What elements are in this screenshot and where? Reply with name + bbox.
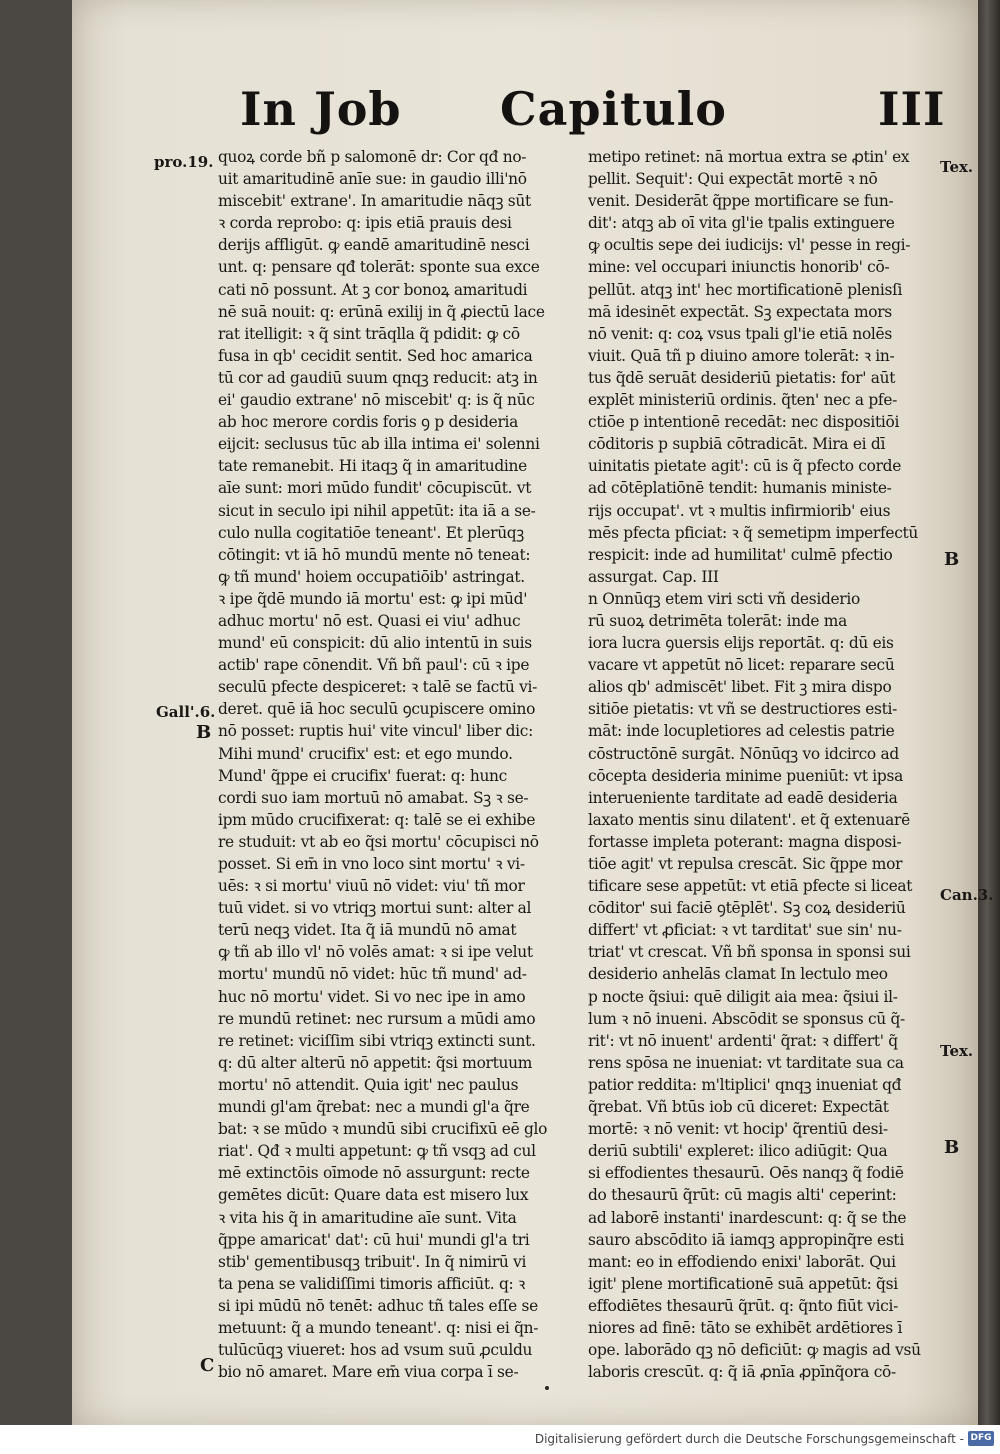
text-line: māt: inde locupletiores ad celestis patrie [588,722,895,741]
text-line: differt' vt ꝓficiat: ꝛ vt tarditat' sue sin' nu- [588,921,902,940]
margin-note-left: B [196,722,212,743]
margin-note-right: Tex. [940,158,974,176]
text-line: si ipi mūdū nō tenēt: adhuc tñ tales eſſe se [218,1296,538,1315]
text-line: mā idesinēt expectāt. Sꝫ expectata mors [588,302,892,321]
text-line: lum ꝛ nō inueni. Abscōdit se sponsus cū q̃- [588,1009,905,1028]
text-line: seculū pfecte despiceret: ꝛ talē se factū vi- [218,678,537,697]
text-line: assurgat. Cap. III [588,567,719,586]
text-line: ab hoc merore cordis foris ꝯ p desideria [218,413,519,432]
text-line: ꝙ tñ mund' hoiem occupatiōib' astringat. [218,567,525,586]
text-line: cōstructōnē surgāt. Nōnūqꝫ vo idcirco ad [588,744,899,763]
text-line: deriū subtili' expleret: ilico adiūgit: Qua [588,1142,888,1161]
text-line: venit. Desiderāt q̃ppe mortificare se fun- [588,192,894,211]
text-line: igit' plene mortificationē suā appetūt: q̃si [588,1274,898,1293]
text-line: mortē: ꝛ nō venit: vt hocip' q̃rentiū desi- [588,1120,888,1139]
text-line: ipm mūdo crucifixerat: q: talē se ei exhibe [218,810,536,829]
text-column-right [588,146,940,1383]
text-line: ei' gaudio extrane' nō miscebit' q: is q̃ nūc [218,391,535,410]
text-line: triat' vt crescat. Vñ bñ sponsa in sponsi sui [588,943,911,962]
dfg-logo: DFG [968,1431,994,1446]
text-line: tate remanebit. Hi itaqꝫ q̃ in amaritudine [218,457,527,476]
footer-bar [0,1425,1000,1454]
text-line: ad cōtēplatiōnē tendit: humanis ministe- [588,479,892,498]
text-line: re retinet: viciſſim sibi vtriqꝫ extincti sunt. [218,1031,536,1050]
header-chapter-number: III [878,82,946,136]
text-line: rit': vt nō inuent' ardenti' q̃rat: ꝛ differt' q̃ [588,1031,898,1050]
text-line: ꝙ tñ ab illo vl' nō volēs amat: ꝛ si ipe velut [218,943,533,962]
text-line: rijs occupat'. vt ꝛ multis infirmiorib' eius [588,501,891,520]
text-line: ꝛ vita his q̃ in amaritudine aīe sunt. Vita [218,1208,517,1227]
text-line: nō posset: ruptis hui' vite vincul' liber dic: [218,722,533,741]
margin-note-left: pro.19. [154,153,214,171]
text-line: dit': atqꝫ ab oī vita gl'ie tpalis extinguere [588,214,895,233]
text-line: metuunt: q̃ a mundo teneant'. q: nisi ei q̃n- [218,1318,539,1337]
page-edge [978,0,1000,1425]
text-line: cordi suo iam mortuū nō amabat. Sꝫ ꝛ se- [218,788,529,807]
text-line: aīe sunt: mori mūdo fundit' cōcupiscūt. vt [218,479,532,498]
text-line: cōtingit: vt iā hō mundū mente nō teneat: [218,545,531,564]
text-line: mund' eū conspicit: dū alio intentū in suis [218,634,532,653]
text-line: q̃ppe amaricat' dat': cū hui' mundi gl'a tri [218,1230,530,1249]
text-line: tulūcūqꝫ viueret: hos ad vsum suū ꝓculdu [218,1341,533,1360]
text-line: huc nō mortu' videt. Si vo nec ipe in amo [218,987,526,1006]
text-line: viuit. Quā tñ p diuino amore tolerāt: ꝛ in- [588,346,895,365]
margin-note-left: C [200,1355,215,1376]
funding-notice: Digitalisierung gefördert durch die Deutsche Forschungsgemeinschaft - [534,1432,964,1446]
text-line: tiōe agit' vt repulsa crescāt. Sic q̃ppe mor [588,855,903,873]
text-line: desiderio anhelās clamat In lectulo meo [588,965,888,984]
text-line: respicit: inde ad humilitat' culmē pfectio [588,545,893,564]
text-line: bat: ꝛ se mūdo ꝛ mundū sibi crucifixū eē glo [218,1120,548,1139]
text-line: Mihi mund' crucifix' est: et ego mundo. [218,744,513,763]
text-line: uit amaritudinē anīe sue: in gaudio illi'nō [218,170,527,189]
text-line: cōditor' sui faciē ꝯtēplēt'. Sꝫ coꝝ desideriū [588,899,906,918]
margin-note-right: Can.3. [940,886,994,904]
text-line: tificare sese appetūt: vt etiā pfecte si liceat [588,877,913,896]
text-line: fortasse impleta poterant: magna disposi- [588,832,902,851]
text-column-left [218,146,578,1383]
text-line: ꝛ ipe q̃dē mundo iā mortu' est: ꝙ ipi mūd' [218,589,528,608]
text-line: pellūt. atqꝫ int' hec mortificationē plenisſi [588,280,903,299]
text-line: miscebit' extrane'. In amaritudie nāqꝫ sūt [218,192,531,211]
text-line: interueniente tarditate ad eadē desideria [588,788,898,807]
text-line: rat itelligit: ꝛ q̃ sint trāqlla q̃ pdidit: ꝙ cō [218,324,520,343]
text-line: cati nō possunt. At ꝫ cor bonoꝝ amaritudi [218,280,528,299]
text-line: rū suoꝝ detrimēta tolerāt: inde ma [588,611,847,630]
text-line: tū cor ad gaudiū suum qnqꝫ reducit: atꝫ in [218,368,538,387]
text-line: ctiōe p intentionē recedāt: nec dispositiōi [588,413,900,432]
text-line: do thesaurū q̃rūt: cū magis alti' ceperint: [588,1186,897,1205]
text-line: actib' rape cōnendit. Vñ bñ paul': cū ꝛ ipe [218,656,530,675]
text-line: sicut in seculo ipi nihil appetūt: ita iā a se- [218,501,536,520]
text-line: rens spōsa ne inueniat: vt tarditate sua ca [588,1053,904,1072]
text-line: tuū videt. si vo vtriqꝫ mortui sunt: alter al [218,899,532,918]
text-line: pellit. Sequit': Qui expectāt mortē ꝛ nō [588,170,878,189]
text-line: derijs affligūt. ꝙ eandē amaritudinē nesci [218,236,530,255]
text-line: q̃rebat. Vñ btūs iob cū diceret: Expectāt [588,1098,889,1117]
text-line: unt. q: pensare qđ tolerāt: sponte sua exce [218,258,540,277]
text-line: uinitatis pietate agit': cū is q̃ pfecto corde [588,457,902,476]
running-header [72,82,980,152]
text-line: mē extinctōis oīmode nō assurgunt: recte [218,1164,530,1183]
margin-note-right: B [944,549,960,570]
text-line: patior reddita: m'ltiplici' qnqꝫ inueniat qđ [588,1075,902,1094]
text-line: cōcepta desideria minime pueniūt: vt ipsa [588,766,903,785]
text-line: bio nō amaret. Mare em̄ viua corpa ī se- [218,1363,519,1382]
text-line: quoꝝ corde bñ p salomonē dr: Cor qđ no- [218,148,527,166]
header-title-middle: Capitulo [500,82,727,136]
text-line: Mund' q̃ppe ei crucifix' fuerat: q: hunc [218,766,507,785]
text-line: sitiōe pietatis: vt vñ se destructiores esti- [588,700,898,719]
text-line: ꝛ corda reprobo: q: ipis etiā prauis desi [218,214,512,233]
text-line: ta pena se validiſſimi timoris afficiūt. q: ꝛ [218,1274,525,1293]
text-line: mine: vel occupari iniunctis honorib' cō- [588,258,890,277]
page-dot [545,1386,549,1390]
text-line: effodiētes thesaurū q̃rūt. q: q̃nto fiūt vici- [588,1296,898,1315]
margin-note-right: B [944,1137,960,1158]
text-line: mundi gl'am q̃rebat: nec a mundi gl'a q̃re [218,1098,530,1117]
text-line: laxato mentis sinu dilatent'. et q̃ extenuarē [588,810,910,829]
text-line: culo nulla cogitatiōe teneant'. Et plerūqꝫ [218,523,524,542]
text-line: mēs pfecta pficiat: ꝛ q̃ semetipm imperfectū [588,523,919,542]
text-line: ad laborē instanti' inardescunt: q: q̃ se the [588,1208,907,1227]
text-line: si effodientes thesaurū. Oēs nanqꝫ q̃ fodiē [588,1164,904,1183]
text-line: posset. Si em̄ in vno loco sint mortu' ꝛ vi- [218,855,525,873]
text-line: nō venit: q: coꝝ vsus tpali gl'ie etiā nolēs [588,324,892,343]
text-line: n Onnūqꝫ etem viri scti vñ desiderio [588,589,860,608]
text-line: explēt ministeriū ordinis. q̃ten' nec a pfe- [588,391,898,410]
text-line: riat'. Qđ ꝛ multi appetunt: ꝙ tñ vsqꝫ ad cul [218,1142,536,1161]
text-line: metipo retinet: nā mortua extra se ꝓtin' ex [588,148,910,166]
text-line: laboris crescūt. q: q̃ iā ꝓnīa ꝓpīnq̃ora cō- [588,1363,896,1382]
text-line: re mundū retinet: nec rursum a mūdi amo [218,1009,536,1028]
header-title-left: In Job [240,82,402,136]
text-line: gemētes dicūt: Quare data est misero lux [218,1186,529,1205]
text-line: cōditoris p supbiā cōtradicāt. Mira ei dī [588,435,886,454]
text-line: adhuc mortu' nō est. Quasi ei viu' adhuc [218,611,521,630]
text-line: mant: eo in effodiendo enixi' laborāt. Qui [588,1252,896,1271]
text-line: deret. quē iā hoc seculū ꝯcupiscere omino [218,700,536,719]
text-line: mortu' nō attendit. Quia igit' nec paulus [218,1075,519,1094]
text-line: mortu' mundū nō videt: hūc tñ mund' ad- [218,965,527,984]
text-line: fusa in qb' cecidit sentit. Sed hoc amarica [218,346,533,365]
text-line: ꝙ ocultis sepe dei iudicijs: vl' pesse in regi- [588,236,911,255]
text-line: alios qb' admiscēt' libet. Fit ꝫ mira dispo [588,678,892,697]
text-line: eijcit: seclusus tūc ab illa intima ei' solenni [218,435,540,454]
text-line: uēs: ꝛ si mortu' viuū nō videt: viu' tñ mor [218,877,525,896]
text-line: re studuit: vt ab eo q̃si mortu' cōcupisci nō [218,832,539,851]
margin-note-left: Gall'.6. [156,703,216,721]
text-line: vacare vt appetūt nō licet: reparare secū [588,656,895,675]
text-line: terū neqꝫ videt. Ita q̃ iā mundū nō amat [218,921,517,940]
text-line: p nocte q̃siui: quē diligit aia mea: q̃siui il- [588,987,898,1006]
text-line: nē suā nouit: q: erūnā exilij in q̃ ꝓiectū lace [218,302,545,321]
text-line: sauro abscōdito iā iamqꝫ appropinq̃re esti [588,1230,904,1249]
margin-note-right: Tex. [940,1042,974,1060]
text-line: iora lucra ꝯuersis elijs reportāt. q: dū eis [588,634,894,653]
text-line: stib' gementibusqꝫ tribuit'. In q̃ nimirū vi [218,1252,527,1271]
text-line: niores ad finē: tāto se exhibēt ardētiores ī [588,1318,903,1337]
text-line: q: dū alter alterū nō appetit: q̃si mortuum [218,1053,532,1072]
text-line: tus q̃dē seruāt desideriū pietatis: for' aūt [588,368,896,387]
text-line: ope. laborādo qꝫ nō deficiūt: ꝙ magis ad vsū [588,1341,921,1360]
